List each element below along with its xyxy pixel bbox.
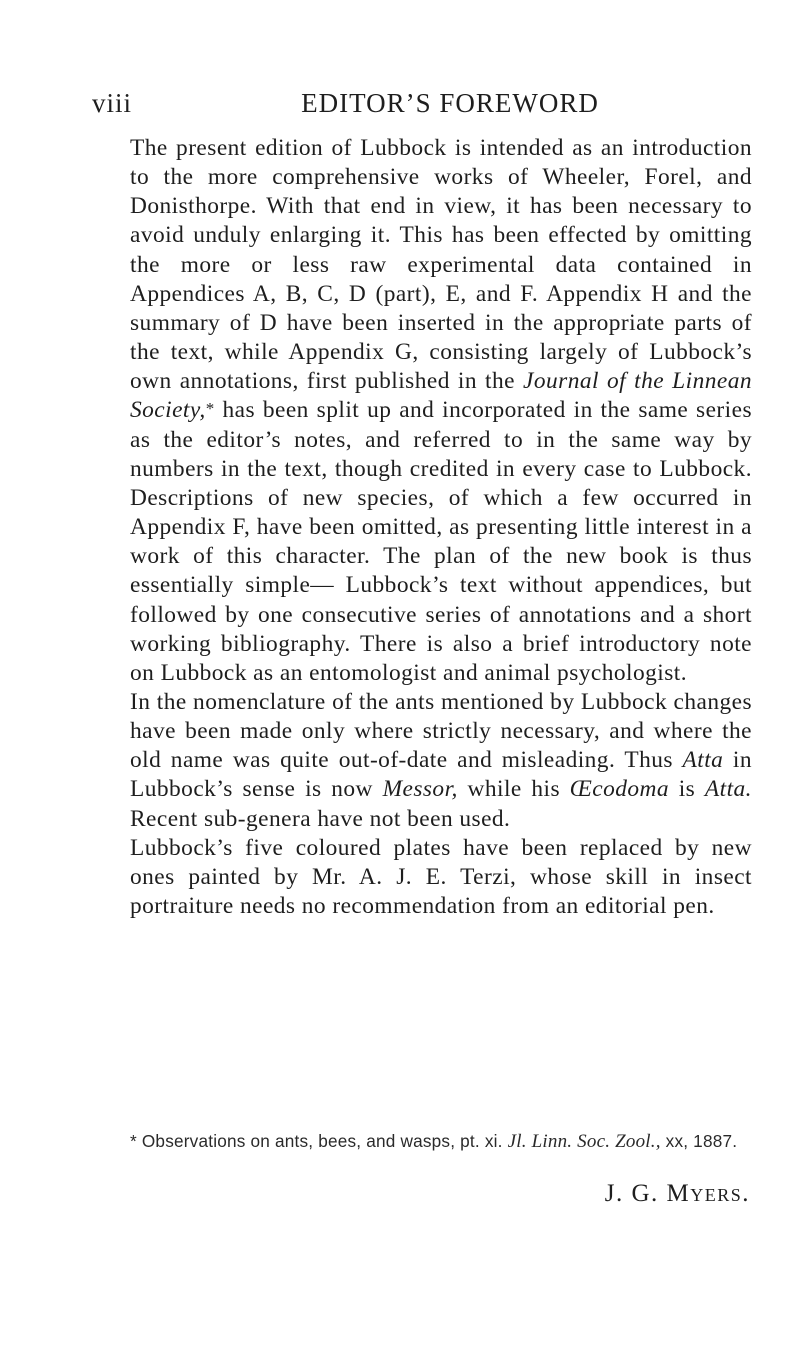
paragraph-1-text-a: The present edition of Lubbock is intended as an introduction to the more comprehensive works of Wheeler, Forel, and Donisthorpe. With that end in view, it has been necessary to avoid unduly enlarging it. This has been effected by omitting the more or less raw experimental data contained in Appendices A, B, C, D (part), E, and F. Appendix H and the summary of D have been inserted in the appropriate parts of the text, while Appendix G, consisting largely of Lubbock’s own annotations, first published in the — [130, 135, 752, 395]
footnote-marker: * — [205, 399, 215, 419]
footnote — [130, 1130, 752, 1153]
paragraph-2-text-e: Recent sub-genera have not been used. — [130, 805, 511, 832]
signature-name: J. G. Myers. — [604, 1180, 750, 1207]
paragraph-2-text-d: is — [669, 776, 705, 803]
page-number: viii — [92, 88, 133, 118]
paragraph-2-text-c: while his — [457, 776, 570, 803]
genus-atta: Atta — [682, 747, 724, 774]
genus-messor: Messor, — [382, 776, 458, 803]
footnote-journal: Jl. Linn. Soc. Zool., — [507, 1131, 661, 1152]
journal-title: Journal of the Linnean Society, — [130, 368, 752, 424]
editor-signature — [605, 1180, 750, 1208]
footnote-text-b: xx, 1887. — [660, 1131, 738, 1151]
paragraph-2 — [130, 688, 752, 834]
paragraph-2-text-b: in Lubbock’s sense is now — [130, 747, 752, 803]
footnote-mark: * — [130, 1131, 137, 1151]
paragraph-3: Lubbock’s five coloured plates have been replaced by new ones painted by Mr. A. J. E. Terzi, whose skill in insect portraiture needs no recommendation from an editorial pen. — [130, 834, 752, 920]
paragraph-1 — [130, 134, 752, 688]
body-text — [130, 134, 752, 921]
running-head: EDITOR’S FOREWORD — [301, 88, 599, 118]
page-header — [92, 88, 772, 132]
footnote-text-a: Observations on ants, bees, and wasps, pt. xi. — [136, 1131, 508, 1151]
paragraph-1-text-b: has been split up and incorporated in the same series as the editor’s notes, and referred to in the same way by numbers in the text, though credited in every case to Lubbock. Descriptions of new species, of which a few occurred in Appendix F, have been omitted, as presenting little interest in a work of this character. The plan of the new book is thus essentially simple— Lubbock’s text without appendices, but followed by one consecutive series of annotations and a short working bibliography. There is also a brief introductory note on Lubbock as an entomologist and animal psychologist. — [130, 397, 752, 686]
genus-oecodoma: Œcodoma — [569, 776, 670, 803]
genus-atta-2: Atta. — [704, 776, 752, 803]
paragraph-2-text-a: In the nomenclature of the ants mentioned by Lubbock changes have been made only where strictly necessary, and where the old name was quite out-of-date and misleading. Thus — [130, 688, 752, 774]
